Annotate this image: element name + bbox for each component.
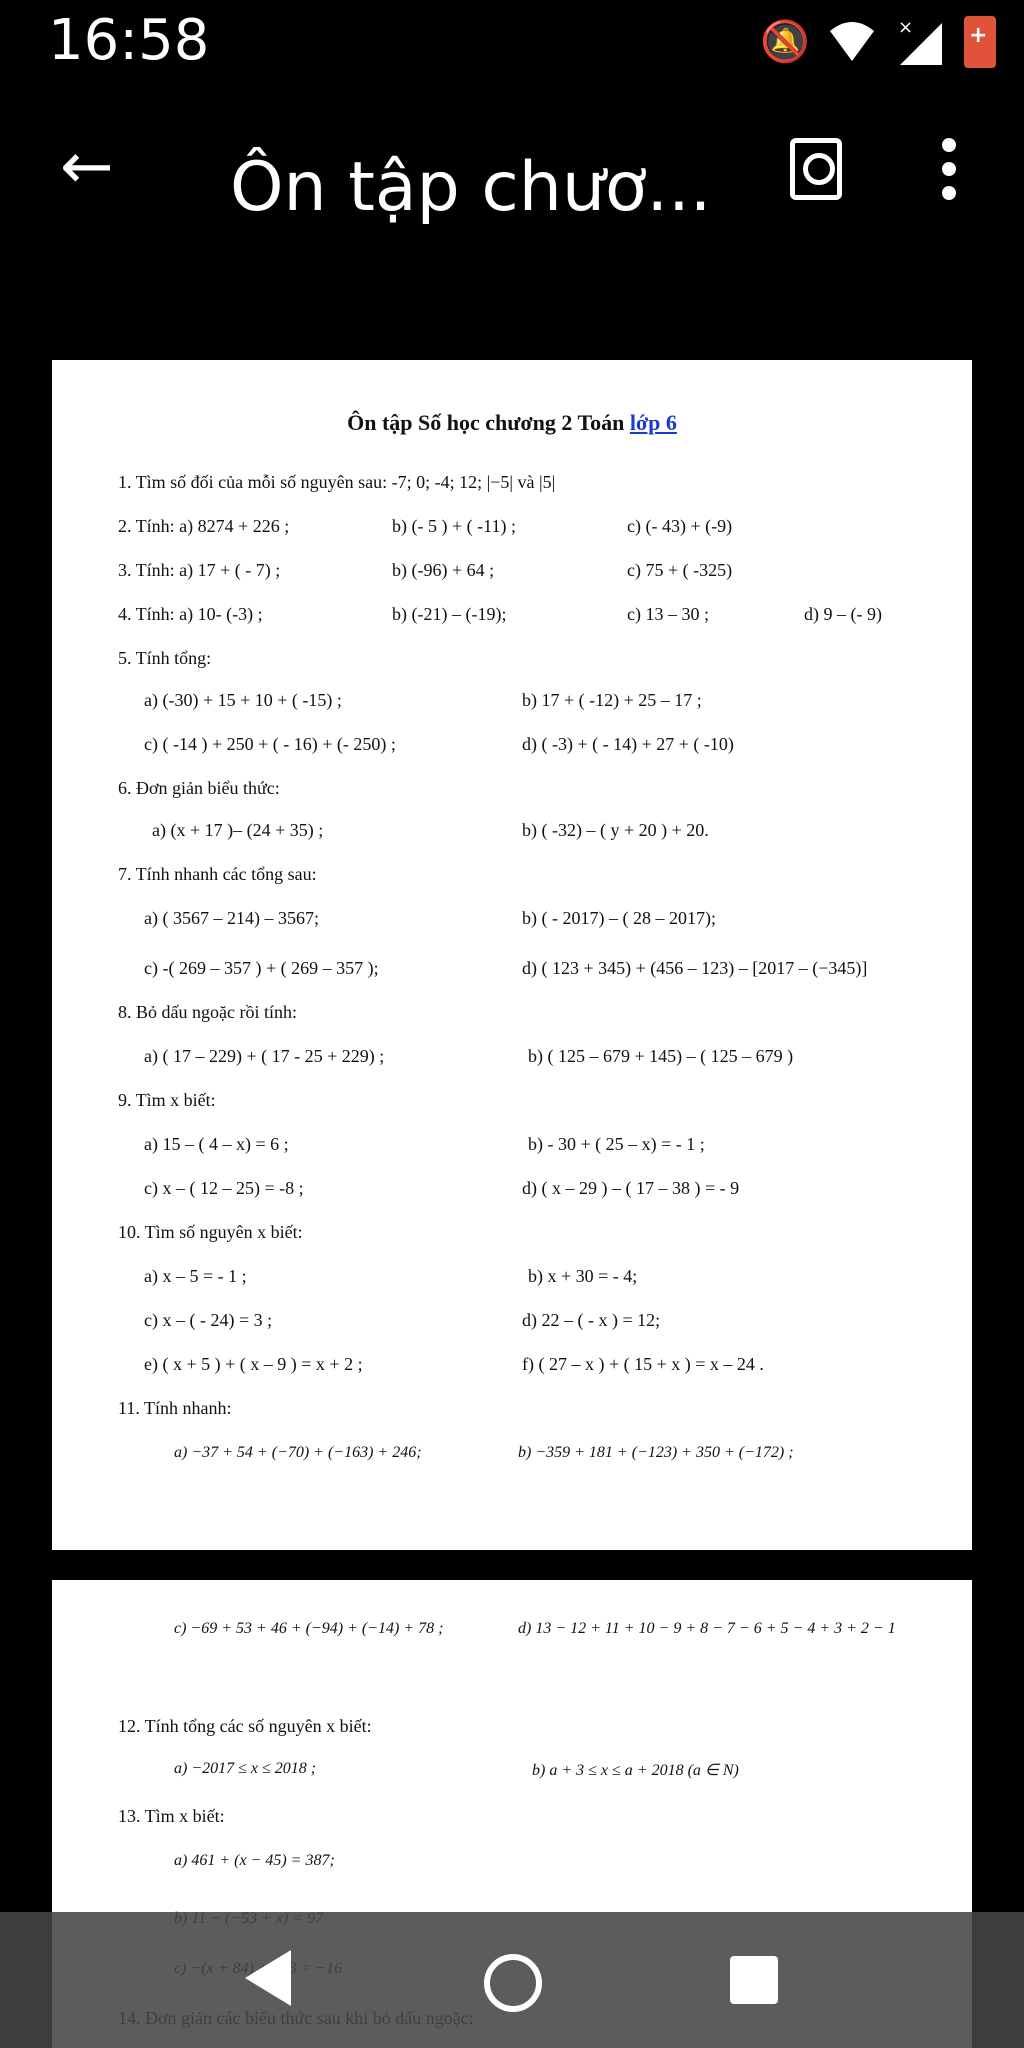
question-7-d: d) ( 123 + 345) + (456 – 123) – [2017 – (−345)] xyxy=(522,958,868,978)
question-13-a: a) 461 + (x − 45) = 387; xyxy=(174,1852,335,1869)
question-2-b: b) (- 5 ) + ( -11) ; xyxy=(392,516,516,536)
question-4-c: c) 13 – 30 ; xyxy=(627,604,709,624)
question-8-b: b) ( 125 – 679 + 145) – ( 125 – 679 ) xyxy=(528,1046,794,1066)
svg-text:×: × xyxy=(898,17,914,38)
doc-heading: Ôn tập Số học chương 2 Toán lớp 6 xyxy=(347,410,677,435)
question-1: 1. Tìm số đối của mỗi số nguyên sau: -7; 0; -4; 12; |−5| và |5| xyxy=(118,472,556,492)
nav-home-icon[interactable] xyxy=(484,1954,542,2012)
document-page-1 xyxy=(52,360,972,1550)
question-7-b: b) ( - 2017) – ( 28 – 2017); xyxy=(522,908,716,928)
question-13: 13. Tìm x biết: xyxy=(118,1806,225,1826)
question-10-d: d) 22 – ( - x ) = 12; xyxy=(522,1310,661,1330)
question-10-f: f) ( 27 – x ) + ( 15 + x ) = x – 24 . xyxy=(522,1354,764,1374)
question-9: 9. Tìm x biết: xyxy=(118,1090,216,1110)
status-time: 16:58 xyxy=(48,8,210,73)
question-5-d: d) ( -3) + ( - 14) + 27 + ( -10) xyxy=(522,734,734,754)
question-6-b: b) ( -32) – ( y + 20 ) + 20. xyxy=(522,820,709,840)
question-6: 6. Đơn giản biểu thức: xyxy=(118,778,280,798)
question-10-b: b) x + 30 = - 4; xyxy=(528,1266,638,1286)
status-icons xyxy=(760,16,996,68)
nav-recents-icon[interactable] xyxy=(730,1956,778,2004)
question-11-d: d) 13 − 12 + 11 + 10 − 9 + 8 − 7 − 6 + 5 − 4 + 3 + 2 − 1 xyxy=(518,1620,896,1637)
question-2-c: c) (- 43) + (-9) xyxy=(627,516,733,536)
question-10-c: c) x – ( - 24) = 3 ; xyxy=(144,1310,273,1330)
question-6-a: a) (x + 17 )– (24 + 35) ; xyxy=(152,820,324,840)
question-11-b: b) −359 + 181 + (−123) + 350 + (−172) ; xyxy=(518,1444,794,1461)
question-5-b: b) 17 + ( -12) + 25 – 17 ; xyxy=(522,690,702,710)
question-9-d: d) ( x – 29 ) – ( 17 – 38 ) = - 9 xyxy=(522,1178,740,1198)
question-7: 7. Tính nhanh các tổng sau: xyxy=(118,864,317,884)
status-bar xyxy=(0,0,1024,90)
document-search-icon[interactable] xyxy=(790,138,842,200)
wifi-icon xyxy=(828,17,872,67)
document-title: Ôn tập chươ... xyxy=(230,148,712,227)
question-3-b: b) (-96) + 64 ; xyxy=(392,560,495,580)
question-8: 8. Bỏ dấu ngoặc rồi tính: xyxy=(118,1002,297,1022)
more-options-icon[interactable] xyxy=(942,138,958,210)
question-4: 4. Tính: a) 10- (-3) ; xyxy=(118,604,263,624)
navigation-bar xyxy=(0,1912,1024,2048)
question-9-a: a) 15 – ( 4 – x) = 6 ; xyxy=(144,1134,289,1154)
question-4-b: b) (-21) – (-19); xyxy=(392,604,507,624)
question-11-c: c) −69 + 53 + 46 + (−94) + (−14) + 78 ; xyxy=(174,1620,444,1637)
question-4-d: d) 9 – (- 9) xyxy=(804,604,882,624)
nav-back-icon[interactable] xyxy=(245,1950,291,2006)
question-9-c: c) x – ( 12 – 25) = -8 ; xyxy=(144,1178,304,1198)
question-11-a: a) −37 + 54 + (−70) + (−163) + 246; xyxy=(174,1444,422,1461)
question-9-b: b) - 30 + ( 25 – x) = - 1 ; xyxy=(528,1134,705,1154)
question-3-c: c) 75 + ( -325) xyxy=(627,560,733,580)
question-12-a: a) −2017 ≤ x ≤ 2018 ; xyxy=(174,1760,317,1777)
question-3: 3. Tính: a) 17 + ( - 7) ; xyxy=(118,560,281,580)
question-10: 10. Tìm số nguyên x biết: xyxy=(118,1222,303,1242)
question-10-a: a) x – 5 = - 1 ; xyxy=(144,1266,247,1286)
question-7-c: c) -( 269 – 357 ) + ( 269 – 357 ); xyxy=(144,958,379,978)
cell-signal-icon xyxy=(896,17,940,67)
back-arrow-icon[interactable]: ← xyxy=(60,130,114,204)
doc-heading-link[interactable]: lớp 6 xyxy=(629,410,677,435)
battery-icon xyxy=(964,16,996,68)
question-5: 5. Tính tổng: xyxy=(118,648,212,668)
question-12: 12. Tính tổng các số nguyên x biết: xyxy=(118,1716,372,1736)
question-5-c: c) ( -14 ) + 250 + ( - 16) + (- 250) ; xyxy=(144,734,396,754)
question-11: 11. Tính nhanh: xyxy=(118,1398,232,1418)
question-2: 2. Tính: a) 8274 + 226 ; xyxy=(118,516,290,536)
do-not-disturb-bell-icon: 🔕 xyxy=(760,19,810,65)
question-12-b: b) a + 3 ≤ x ≤ a + 2018 (a ∈ N) xyxy=(532,1762,739,1779)
question-8-a: a) ( 17 – 229) + ( 17 - 25 + 229) ; xyxy=(144,1046,385,1066)
question-5-a: a) (-30) + 15 + 10 + ( -15) ; xyxy=(144,690,342,710)
app-bar xyxy=(0,110,1024,260)
question-10-e: e) ( x + 5 ) + ( x – 9 ) = x + 2 ; xyxy=(144,1354,363,1374)
question-7-a: a) ( 3567 – 214) – 3567; xyxy=(144,908,319,928)
